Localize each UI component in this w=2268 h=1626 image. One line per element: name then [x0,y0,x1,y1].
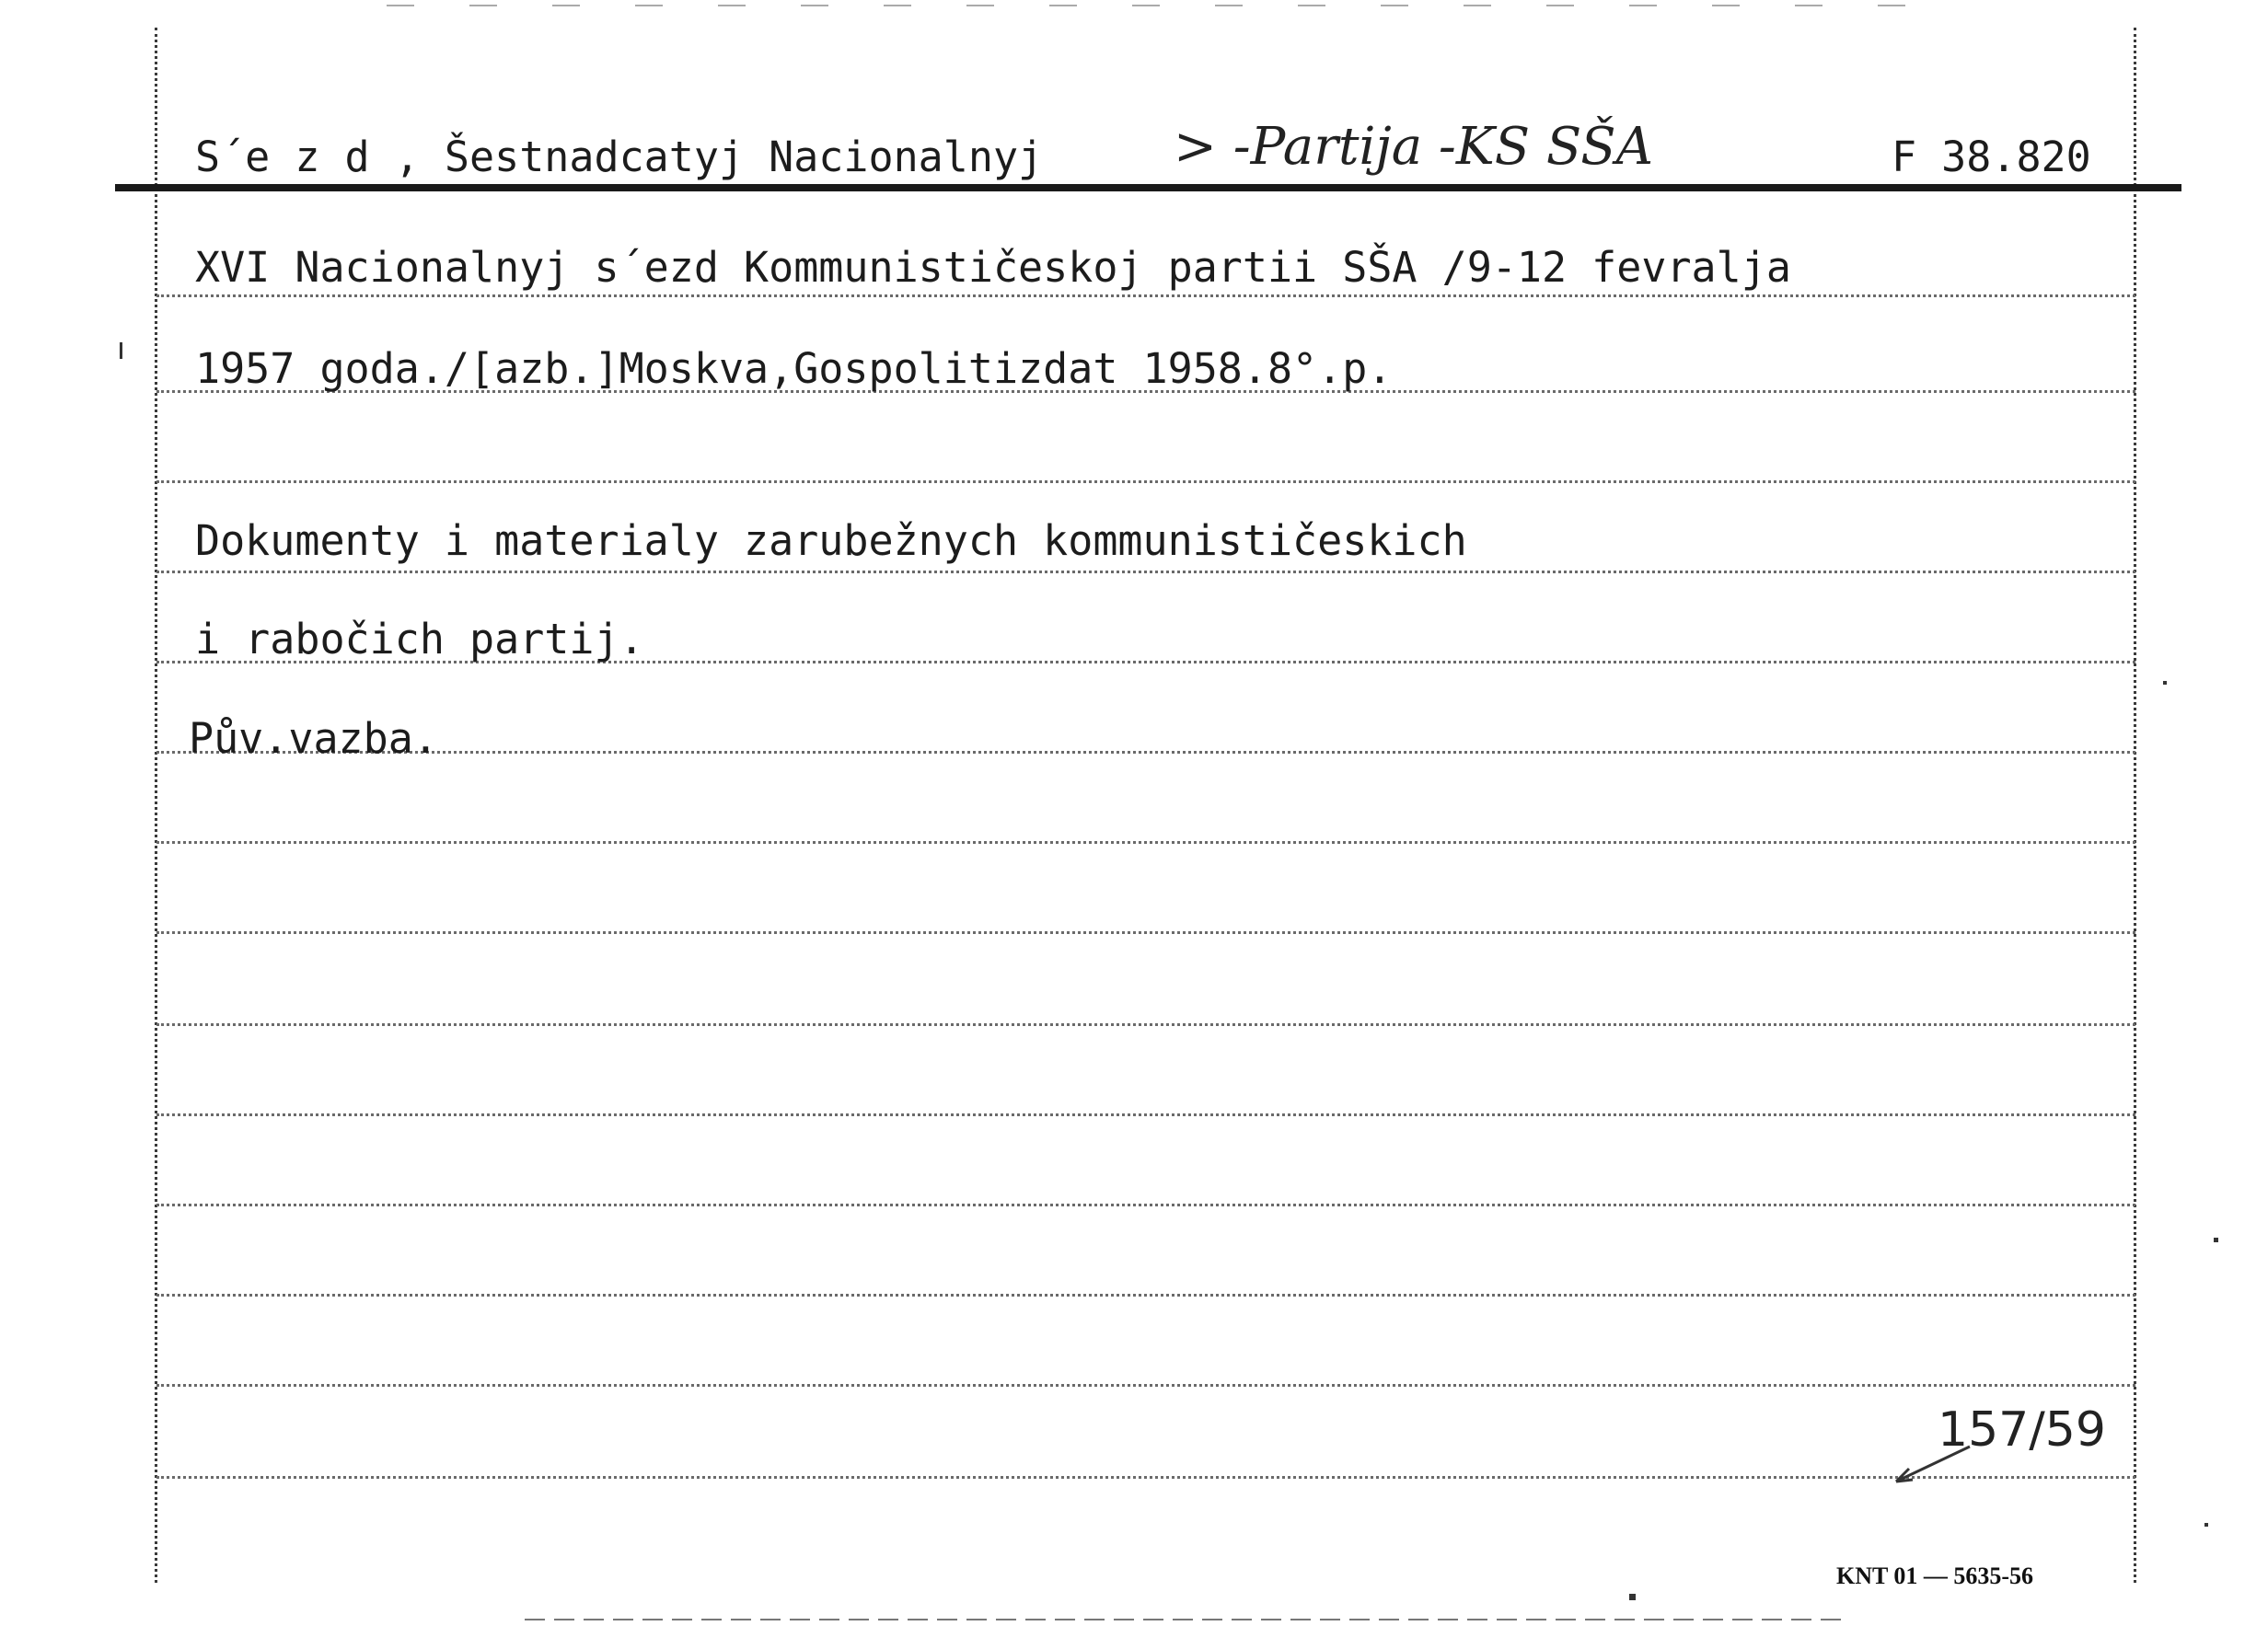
heading-text: S´e z d , Šestnadcatyj Nacionalnyj [195,133,1044,181]
accession-number: 157/59 [1938,1402,2106,1458]
series-line-2: i rabočich partij. [195,615,644,663]
form-code: KNT 01 — 5635-56 [1836,1563,2034,1589]
heading-handwritten: > -Partija -KS SŠA [1174,117,1654,177]
binding-note: Pův.vazba. [189,714,438,763]
title-line-1: XVI Nacionalnyj s´ezd Kommunističeskoj partii SŠA /9-12 fevralja [195,243,1791,292]
shelfmark: F 38.820 [1892,133,2091,181]
series-line-1: Dokumenty i materialy zarubežnych kommunističeskich [195,516,1467,565]
imprint-line: 1957 goda./[azb.]Moskva,Gospolitizdat 1958.8°.p. [195,344,1393,393]
